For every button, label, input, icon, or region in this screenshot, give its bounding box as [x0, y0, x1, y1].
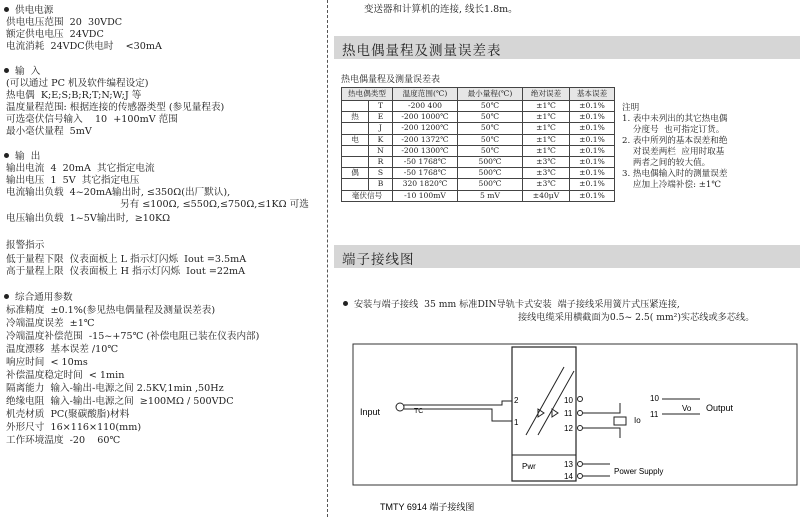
bullet-icon	[4, 7, 9, 12]
terminal-14: 14	[564, 472, 573, 481]
range-notes	[622, 103, 727, 191]
note-line: 分度号 也可指定订货。	[622, 125, 725, 135]
table-row: R -50 1768℃ 500℃ ±3℃ ±0.1%	[342, 156, 615, 167]
terminal-desc-1: 安装与端子接线 35 mm 标准DIN导轨卡式安装 端子接线采用簧片式压紧连接,	[343, 296, 680, 310]
table-row: 毫伏信号 -10 100mV 5 mV ±40μV ±0.1%	[342, 190, 615, 201]
bullet-icon	[4, 294, 9, 299]
note-line: 3. 热电偶输入时的测量误差	[622, 169, 728, 179]
power-supply-label: Power Supply	[614, 467, 664, 476]
general-line: 标准精度 ±0.1%(参见热电偶量程及测量误差表)	[6, 305, 216, 316]
pwr-label: Pwr	[522, 462, 536, 471]
vo-label: Vo	[682, 404, 692, 413]
diagram-caption: TMTY 6914 端子接线图	[380, 502, 475, 512]
io-load	[614, 417, 626, 425]
tc-label: TC	[414, 408, 424, 415]
alarm-line: 低于量程下限 仪表面板上 L 指示灯闪烁 Iout =3.5mA	[6, 254, 247, 265]
input-line: 温度量程范围: 根据连接的传感器类型 (参见量程表)	[6, 102, 225, 113]
power-line: 额定供电电压 24VDC	[6, 29, 104, 40]
output-heading: 输 出	[4, 151, 40, 163]
terminal-11: 11	[564, 409, 573, 418]
general-line: 响应时间 < 10ms	[6, 357, 88, 368]
terminal-12: 12	[564, 424, 573, 433]
general-line: 冷端温度误差 ±1℃	[6, 318, 95, 329]
table-title: 热电偶量程及测量误差表	[341, 75, 441, 85]
table-row: B 320 1820℃ 500℃ ±3℃ ±0.1%	[342, 179, 615, 190]
table-row: T -200 400 50℃ ±1℃ ±0.1%	[342, 101, 615, 112]
table-row: 热 E -200 1000℃ 50℃ ±1℃ ±0.1%	[342, 112, 615, 123]
terminal-2: 2	[514, 396, 519, 405]
general-line: 工作环境温度 -20 60℃	[6, 435, 121, 446]
note-line: 对误差两栏 应用时取基	[622, 147, 725, 157]
general-line: 外形尺寸 16×116×110(mm)	[6, 422, 142, 433]
range-table	[341, 87, 615, 202]
output-line: 电压输出负载 1~5V输出时, ≥10KΩ	[6, 213, 171, 224]
table-header-row	[342, 88, 615, 101]
table-row: J -200 1200℃ 50℃ ±1℃ ±0.1%	[342, 123, 615, 134]
input-line: 最小毫伏量程 5mV	[6, 126, 92, 137]
terminal-10b: 10	[650, 394, 659, 403]
terminal-10: 10	[564, 396, 573, 405]
input-line: 可选毫伏信号输入 10 +100mV 范围	[6, 114, 178, 125]
general-line: 机壳材质 PC(聚碳酸脂)材料	[6, 409, 130, 420]
terminal-banner: 端子接线图	[334, 245, 800, 268]
input-line: 热电偶 K;E;S;B;R;T;N;W;J 等	[6, 90, 142, 101]
output-line: 输出电流 4 20mA 其它指定电流	[6, 163, 155, 174]
note-line: 2. 表中所列的基本误差和绝	[622, 136, 728, 146]
note-line: 应加上冷端补偿: ±1℃	[622, 180, 721, 190]
terminal-desc-2: 接线电缆采用横截面为0.5~ 2.5( mm²)实芯线或多芯线。	[518, 312, 755, 323]
output-line: 输出电压 1 5V 其它指定电压	[6, 175, 140, 186]
range-banner: 热电偶量程及测量误差表	[334, 36, 800, 59]
output-label: Output	[706, 403, 734, 413]
table-row: 电 K -200 1372℃ 50℃ ±1℃ ±0.1%	[342, 134, 615, 145]
column-divider	[327, 0, 328, 517]
general-line: 补偿温度稳定时间 < 1min	[6, 370, 125, 381]
alarm-heading: 报警指示	[6, 240, 45, 251]
io-label: Io	[634, 416, 641, 425]
table-header: 温度范围(℃)	[393, 88, 458, 101]
general-heading: 综合通用参数	[4, 292, 73, 304]
general-line: 温度漂移 基本误差 /10℃	[6, 344, 119, 355]
general-line: 冷端温度补偿范围 -15~+75℃ (补偿电阻已装在仪表内部)	[6, 331, 260, 342]
bullet-icon	[343, 301, 348, 306]
table-header: 绝对误差	[523, 88, 570, 101]
wiring-diagram	[352, 343, 800, 517]
alarm-line: 高于量程上限 仪表面板上 H 指示灯闪烁 Iout =22mA	[6, 266, 246, 277]
table-row: 偶 S -50 1768℃ 500℃ ±3℃ ±0.1%	[342, 168, 615, 179]
table-header: 基本误差	[570, 88, 615, 101]
output-line: 电流输出负载 4~20mA输出时, ≤350Ω(出厂默认),	[6, 187, 231, 198]
terminal-1: 1	[514, 418, 519, 427]
table-header: 最小量程(℃)	[458, 88, 523, 101]
table-row: N -200 1300℃ 50℃ ±1℃ ±0.1%	[342, 145, 615, 156]
note-line: 1. 表中未列出的其它热电偶	[622, 114, 728, 124]
terminal-13: 13	[564, 460, 573, 469]
notes-title: 注明	[622, 103, 640, 113]
input-label: Input	[360, 407, 381, 417]
terminal-11b: 11	[650, 410, 659, 419]
general-line: 绝缘电阻 输入-输出-电源之间 ≥100MΩ / 500VDC	[6, 396, 234, 407]
general-line: 隔离能力 输入-输出-电源之间 2.5KV,1min ,50Hz	[6, 383, 224, 394]
power-line: 电流消耗 24VDC供电时 <30mA	[6, 41, 162, 52]
input-line: (可以通过 PC 机及软件编程设定)	[6, 78, 149, 89]
input-heading: 输 入	[4, 66, 40, 78]
note-line: 两者之间的较大值。	[622, 158, 711, 168]
thermocouple-icon	[396, 403, 404, 411]
power-line: 供电电压范围 20 30VDC	[6, 17, 123, 28]
output-line: 另有 ≤100Ω, ≤550Ω,≤750Ω,≤1KΩ 可选	[120, 199, 309, 210]
bullet-icon	[4, 68, 9, 73]
bullet-icon	[4, 153, 9, 158]
top-text: 变送器和计算机的连接, 线长1.8m。	[364, 4, 518, 15]
table-header: 热电偶类型	[342, 88, 393, 101]
power-heading: 供电电源	[4, 5, 53, 17]
